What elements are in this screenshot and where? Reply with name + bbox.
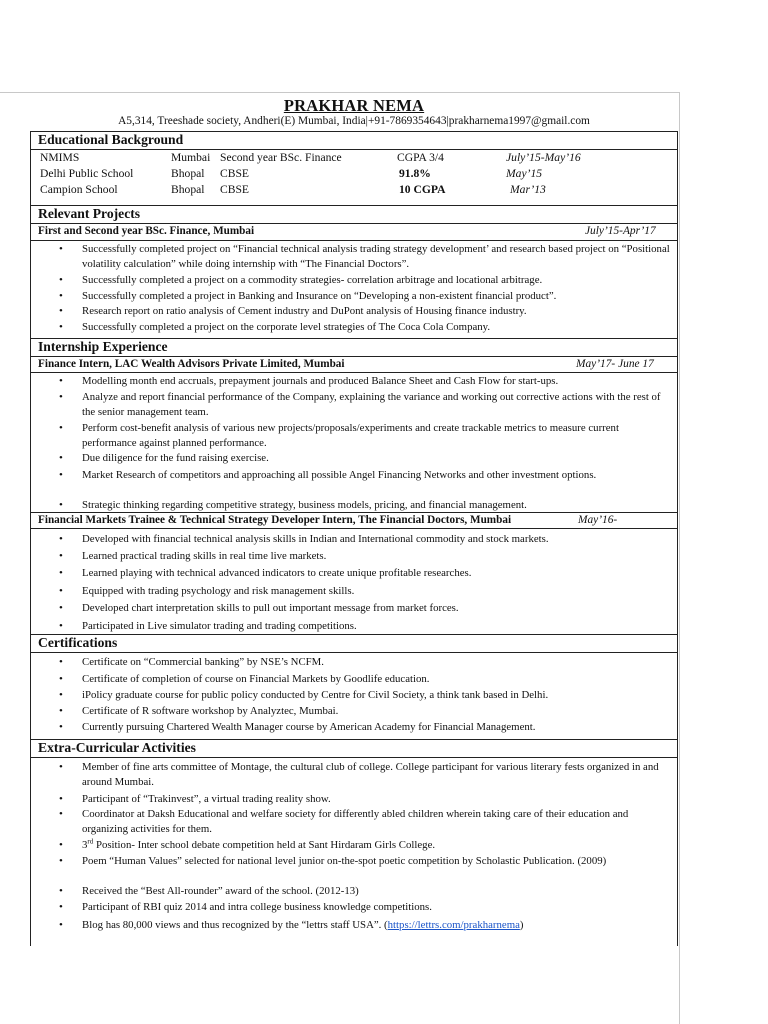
bullet-icon: • [59,855,63,867]
bullet-icon: • [59,391,63,403]
school-name: NMIMS [40,151,80,164]
bullet-icon: • [59,567,63,579]
school-city: Bhopal [171,167,205,180]
blog-link[interactable]: https://lettrs.com/prakharnema [387,919,520,931]
bullet-icon: • [59,274,63,286]
list-item: • Certificate of R software workshop by Analyztec, Mumbai. [59,705,339,717]
list-item: • 3rd Position- Inter school debate competition held at Sant Hirdaram Girls College. [59,837,436,851]
school-name: Delhi Public School [40,167,134,180]
education-dates: July’15-May’16 [506,151,581,164]
resume-name: PRAKHAR NEMA [283,96,425,115]
education-heading: Educational Background [38,132,184,147]
bullet-icon: • [59,585,63,597]
education-dates: May’15 [506,167,543,180]
course: CBSE [220,167,249,180]
divider [30,757,678,758]
projects-subheading: First and Second year BSc. Finance, Mumbai [38,225,255,237]
list-item: • Received the “Best All-rounder” award of the school. (2012-13) [59,885,359,897]
list-item: • Developed chart interpretation skills to pull out important message from market forces. [59,602,459,614]
score: 10 CGPA [399,183,446,196]
bullet-icon: • [59,533,63,545]
internship-dates: May’16- [578,514,618,526]
bullet-icon: • [59,305,63,317]
list-item: • Market Research of competitors and approaching all possible Angel Financing Networks and other investment options. [59,469,597,481]
list-item: • Successfully completed project on “Financial technical analysis trading strategy development’ and research based project on “Positional volatility calculation” while doing internship with “The Financial Doctors”. [59,243,670,270]
bullet-icon: • [59,499,63,511]
list-item: • Perform cost-benefit analysis of various new projects/proposals/experiments and create trackable metrics to measure current performance against planned performance. [59,422,619,449]
list-item: • Due diligence for the fund raising exercise. [59,452,269,464]
score: 91.8% [399,167,431,180]
list-item: • Participated in Live simulator trading and trading competitions. [59,620,357,632]
internship-heading: Internship Experience [38,339,168,354]
list-item: • Successfully completed a project on the corporate level strategies of The Coca Cola Company. [59,321,491,333]
list-item: • Modelling month end accruals, prepayment journals and produced Balance Sheet and Cash Flow for start-ups. [59,375,559,387]
bullet-icon: • [59,705,63,717]
bullet-icon: • [59,793,63,805]
list-item: • Currently pursuing Chartered Wealth Manager course by American Academy for Financial Management. [59,721,536,733]
divider [30,652,678,653]
certifications-heading: Certifications [38,635,118,650]
bullet-icon: • [59,919,63,931]
list-item: • Certificate of completion of course on Financial Markets by Goodlife education. [59,673,430,685]
internship-subheading: Finance Intern, LAC Wealth Advisors Private Limited, Mumbai [38,358,345,370]
bullet-icon: • [59,375,63,387]
list-item: • Successfully completed a project on a commodity strategies- correlation arbitrage and locational arbitrage. [59,274,543,286]
bullet-icon: • [59,602,63,614]
list-item: • Blog has 80,000 views and thus recognized by the “lettrs staff USA”. (https://lettrs.com/prakharnema) [59,919,524,931]
list-item: • Member of fine arts committee of Montage, the cultural club of college. College participant for various literary fests organized in and around Mumbai. [59,761,659,788]
list-item: • Certificate on “Commercial banking” by NSE’s NCFM. [59,656,324,668]
projects-heading: Relevant Projects [38,206,141,221]
bullet-icon: • [59,761,63,773]
divider [30,634,678,635]
bullet-icon: • [59,721,63,733]
internship-dates: May’17- June 17 [576,358,654,370]
bullet-icon: • [59,885,63,897]
internship-subheading: Financial Markets Trainee & Technical Strategy Developer Intern, The Financial Doctors, Mumbai [38,514,512,526]
list-item: • iPolicy graduate course for public policy conducted by Centre for Civil Society, a think tank based in Delhi. [59,689,549,701]
bullet-icon: • [59,656,63,668]
list-item: • Learned playing with technical advanced indicators to create unique profitable researches. [59,567,472,579]
divider [30,372,678,373]
bullet-icon: • [59,469,63,481]
list-item: • Strategic thinking regarding competitive strategy, business models, pricing, and financial management. [59,499,527,511]
list-item: • Equipped with trading psychology and risk management skills. [59,585,355,597]
divider [30,512,678,513]
list-item: • Coordinator at Daksh Educational and welfare society for differently abled children wherein taking care of their education and organizing activities for them. [59,808,629,835]
list-item: • Participant of “Trakinvest”, a virtual trading reality show. [59,793,331,805]
bullet-icon: • [59,839,63,851]
page-top-border [0,92,680,93]
list-item: • Learned practical trading skills in real time live markets. [59,550,327,562]
bullet-icon: • [59,243,63,255]
bullet-icon: • [59,689,63,701]
divider [30,223,678,224]
list-item: • Developed with financial technical analysis skills in Indian and International commodity and stock markets. [59,533,549,545]
school-name: Campion School [40,183,118,196]
divider [30,356,678,357]
bullet-icon: • [59,422,63,434]
list-item: • Successfully completed a project in Banking and Insurance on “Developing a non-existent financial product”. [59,290,557,302]
course: CBSE [220,183,249,196]
divider [30,149,678,150]
course: Second year BSc. Finance [220,151,342,164]
education-dates: Mar’13 [510,183,546,196]
page-right-border [679,92,680,1024]
bullet-icon: • [59,550,63,562]
bullet-icon: • [59,290,63,302]
divider [30,240,678,241]
activities-heading: Extra-Curricular Activities [38,740,196,755]
list-item: • Research report on ratio analysis of Cement industry and DuPont analysis of Housing finance industry. [59,305,527,317]
bullet-icon: • [59,901,63,913]
school-city: Mumbai [171,151,211,164]
contact-line: A5,314, Treeshade society, Andheri(E) Mumbai, India|+91-7869354643|prakharnema1997@gmail.com [118,115,590,127]
bullet-icon: • [59,321,63,333]
bullet-icon: • [59,620,63,632]
divider [30,528,678,529]
list-item: • Participant of RBI quiz 2014 and intra college business knowledge competitions. [59,901,432,913]
bullet-icon: • [59,808,63,820]
bullet-icon: • [59,673,63,685]
list-item: • Poem “Human Values” selected for national level junior on-the-spot poetic competition by Scholastic Publication. (2009) [59,855,607,867]
score: CGPA 3/4 [397,151,444,164]
projects-dates: July’15-Apr’17 [585,225,656,237]
list-item: • Analyze and report financial performance of the Company, explaining the variance and working out corrective actions with the rest of the senior management team. [59,391,661,418]
bullet-icon: • [59,452,63,464]
school-city: Bhopal [171,183,205,196]
